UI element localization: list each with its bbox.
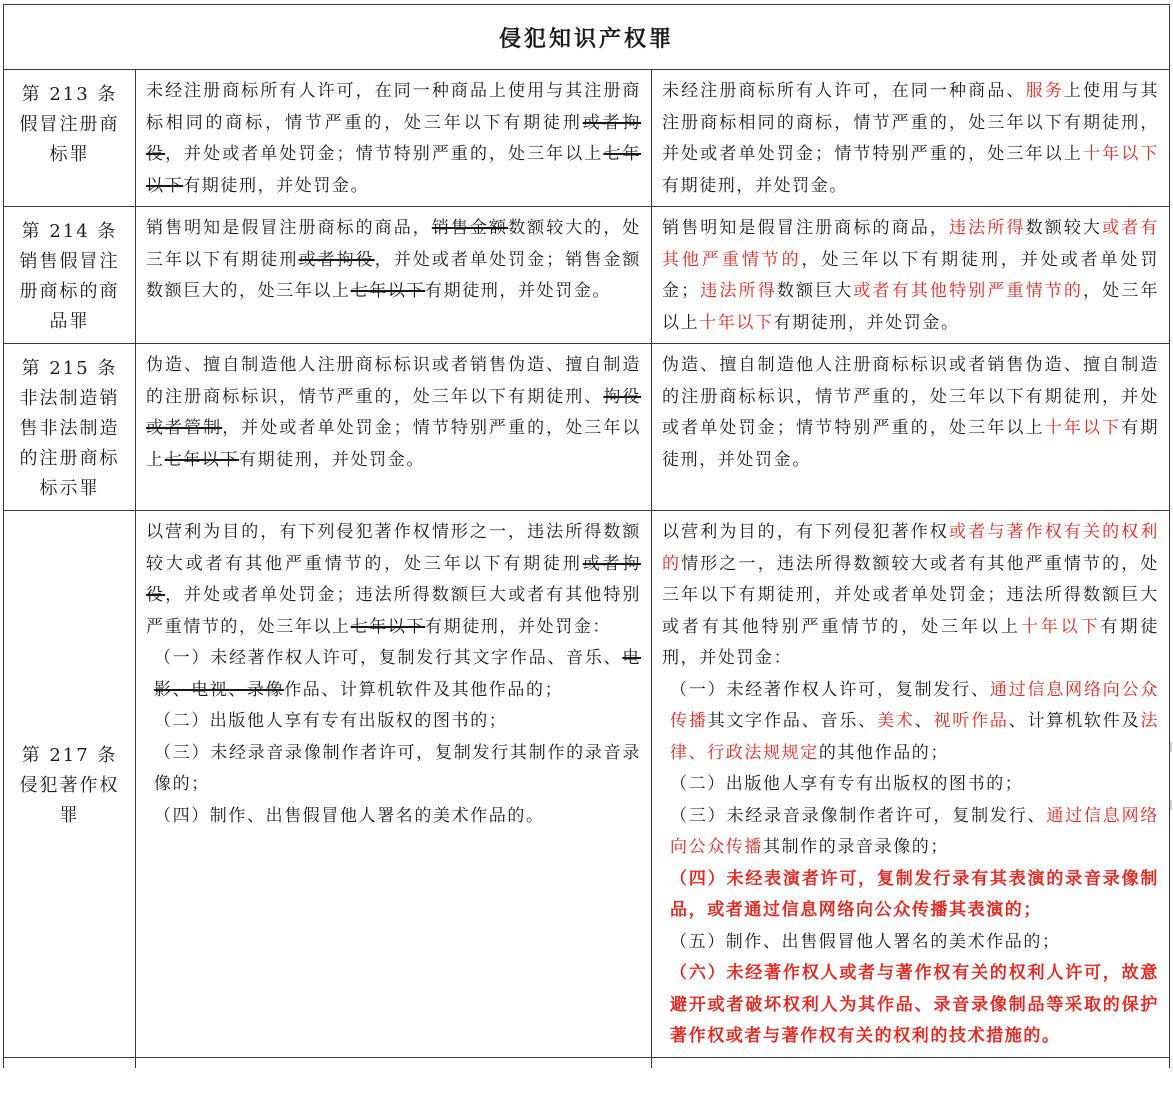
text-run: 情形之一，违法所得数额较大或者有其他严重情节的，处三年以下有期徒刑，并处或者单处罚金；违法所得数额巨大或者有其他特别严重情节的，处三年以上 [662,553,1160,637]
table-title: 侵犯知识产权罪 [4,5,1170,70]
text-run: 未经注册商标所有人许可，在同一种商品上使用与其注册商标相同的商标，情节严重的，处三年以下有期徒刑 [146,81,641,133]
deleted-text: 或者拘役 [146,112,641,164]
deleted-text: 或者拘役 [146,553,641,605]
text-run: 其制作的录音录像的； [763,837,949,857]
text-run: ，并处或者单处罚金；销售金额数额巨大的，处三年以上 [146,249,642,301]
text-run: 数额较大 [1025,218,1103,238]
text-run: （四）制作、出售假冒他人署名的美术作品的。 [154,805,545,826]
table-row-cut-off [4,1057,1170,1068]
table-row [4,207,1170,344]
added-text: 或者有其他特别严重情节的 [853,281,1084,301]
deleted-text: 七年以下 [164,449,240,470]
paragraph [146,76,641,202]
paragraph [146,706,641,738]
paragraph [662,350,1159,476]
added-text: 美术 [876,711,915,731]
text-run: 以营利为目的，有下列侵犯著作权情形之一，违法所得数额较大或者有其他严重情节的，处三年以下有期徒刑 [146,522,641,574]
text-run: （一）未经著作权人许可，复制发行其文字作品、音乐、 [154,648,623,668]
text-run: （二）出版他人享有专有出版权的图书的； [154,711,508,731]
text-run: ，并处或者单处罚金；违法所得数额巨大或者有其他特别严重情节的，处三年以上 [146,585,641,637]
added-text: 视听作品 [933,711,1009,731]
deleted-text: 七年以下 [146,144,641,196]
article-label: 第 214 条 销售假冒注册商标的商品罪 [4,207,136,344]
paragraph [146,738,641,801]
text-run: 有期徒刑，并处罚金： [425,616,612,637]
old-text-cell [136,207,652,344]
paragraph [146,350,641,476]
text-run: 伪造、擅自制造他人注册商标标识或者销售伪造、擅自制造的注册商标标识，情节严重的，处三年以下有期徒刑，并处或者单处罚金；情节特别严重的，处三年以上 [662,355,1160,438]
new-text-cell [652,70,1170,207]
text-run: 有期徒刑，并处罚金： [662,616,1160,668]
text-run: （三）未经录音录像制作者许可，复制发行其制作的录音录像的； [154,742,641,794]
new-text-cell [652,207,1170,344]
text-run: 的其他作品的； [818,742,950,763]
table-row [4,344,1170,511]
added-text: 十年以下 [1083,144,1160,164]
deleted-text: 销售金额 [431,218,509,238]
text-run: 、计算机软件及 [1008,711,1141,731]
added-text: 或者与著作权有关的权利的 [662,522,1160,574]
article-label: 第 213 条 假冒注册商标罪 [4,70,136,207]
paragraph [146,517,641,643]
text-run: 有期徒刑，并处罚金。 [425,281,612,301]
text-run: 、 [914,711,934,731]
old-text-cell [136,344,652,511]
paragraph [662,864,1159,927]
text-run: 伪造、擅自制造他人注册商标标识或者销售伪造、擅自制造的注册商标标识，情节严重的，处三年以下有期徒刑、 [146,355,641,407]
text-run: ，处三年以上 [662,281,1160,333]
text-run: 其文字作品、音乐、 [707,711,877,731]
article-label: 第 215 条 非法制造销售非法制造的注册商标标示罪 [4,344,136,511]
added-text: 十年以下 [699,312,774,333]
paragraph [146,213,641,308]
margin-tick [1170,742,1172,752]
table-row [4,70,1170,207]
paragraph [662,801,1159,864]
added-text: 违法所得 [699,281,777,301]
text-run: 销售明知是假冒注册商标的商品， [662,218,950,238]
paragraph [662,76,1159,202]
text-run: （五）制作、出售假冒他人署名的美术作品的； [670,931,1061,952]
article-label: 第 217 条 侵犯著作权罪 [4,511,136,1058]
paragraph [662,927,1159,959]
new-text-cell [652,511,1170,1058]
text-run: 有期徒刑，并处罚金。 [183,175,370,196]
old-text-cell [136,70,652,207]
deleted-text: 或者拘役 [298,249,375,270]
paragraph [146,801,641,833]
text-run: 作品、计算机软件及其他作品的； [284,679,564,700]
text-run: （一）未经著作权人许可，复制发行、 [670,679,990,700]
text-run: 有期徒刑，并处罚金。 [773,312,960,333]
paragraph [662,958,1159,1053]
deleted-text: 电影、电视、录像 [154,648,641,700]
text-run: （二）出版他人享有专有出版权的图书的； [670,774,1024,794]
text-run: 以营利为目的，有下列侵犯著作权 [662,522,950,542]
added-text: 或者有其他严重情节的 [662,218,1160,270]
text-run: 有期徒刑，并处罚金。 [662,175,848,196]
new-text-cell [652,344,1170,511]
added-text: 违法所得 [949,218,1026,238]
text-run: 数额巨大 [776,281,854,301]
deleted-text: 七年以下 [350,281,426,301]
text-run: ，处三年以下有期徒刑，并处或者单处罚金； [662,249,1160,301]
text-run: ，并处或者单处罚金；情节特别严重的，处三年以上 [146,418,642,470]
added-text: （四）未经表演者许可，复制发行录有其表演的录音录像制品，或者通过信息网络向公众传播其表演的； [670,868,1160,920]
table-row [4,511,1170,1058]
paragraph [662,213,1159,339]
deleted-text: 七年以下 [350,616,426,637]
law-comparison-table [3,4,1170,1068]
added-text: 通过信息网络向公众传播 [670,805,1160,857]
text-run: ，并处或者单处罚金；情节特别严重的，处三年以上 [165,144,604,164]
paragraph [146,643,641,706]
paragraph [662,517,1159,675]
text-run: 数额较大的，处三年以下有期徒刑 [146,218,642,270]
paragraph [662,769,1159,801]
added-text: 十年以下 [1044,418,1122,438]
text-run: 有期徒刑，并处罚金。 [662,418,1160,470]
paragraph [662,675,1159,770]
added-text: （六）未经著作权人或者与著作权有关的权利人许可，故意避开或者破坏权利人为其作品、录音录像制品等采取的保护著作权或者与著作权有关的权利的技术措施的。 [670,963,1160,1046]
text-run: 上使用与其注册商标相同的商标，情节严重的，处三年以下有期徒刑，并处或者单处罚金；情节特别严重的，处三年以上 [662,81,1160,164]
old-text-cell [136,511,652,1058]
added-text: 法律、行政法规规定 [670,711,1160,763]
text-run: 未经注册商标所有人许可，在同一种商品、 [662,81,1026,101]
added-text: 服务 [1025,81,1064,101]
added-text: 十年以下 [1020,616,1101,637]
added-text: 通过信息网络向公众传播 [670,679,1160,731]
text-run: 销售明知是假冒注册商标的商品， [146,218,432,238]
deleted-text: 拘役或者管制 [146,386,641,438]
text-run: 有期徒刑，并处罚金。 [239,449,426,470]
margin-tick [1170,800,1172,810]
text-run: （三）未经录音录像制作者许可，复制发行、 [670,805,1047,826]
